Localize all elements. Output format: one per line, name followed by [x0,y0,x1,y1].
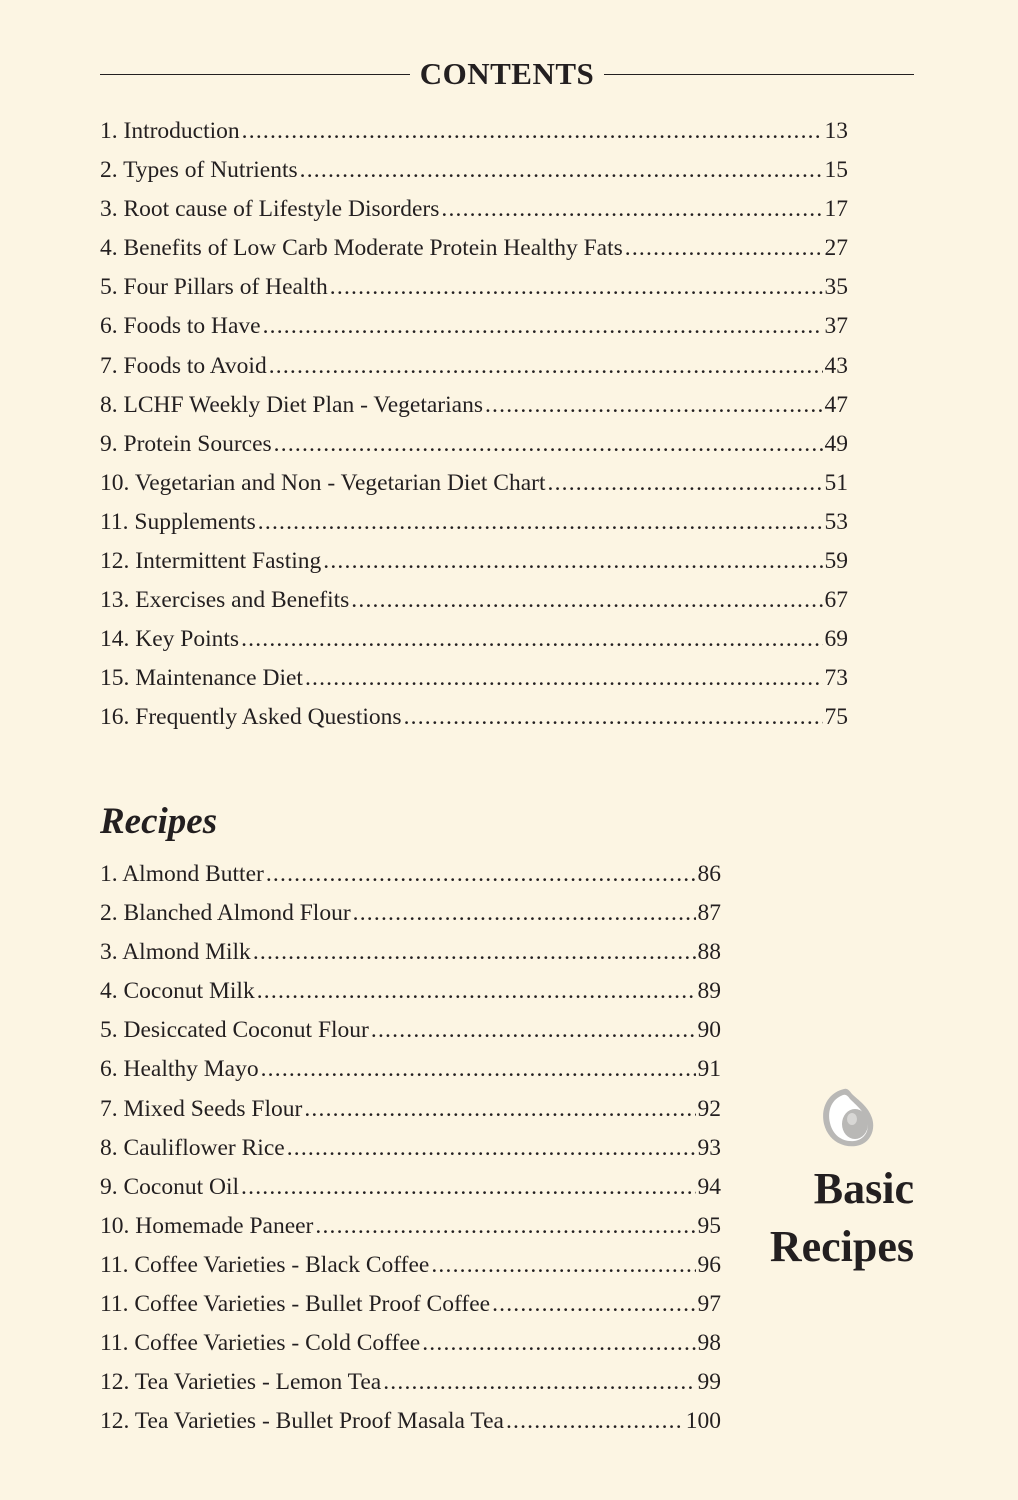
recipe-entry-page: 94 [697,1173,721,1200]
contents-entry-page: 43 [824,352,848,379]
dot-leader [266,855,696,894]
recipe-entry-page: 97 [697,1291,721,1318]
contents-entry [100,425,848,464]
contents-entry-title: 13. Exercises and Benefits [100,587,350,614]
contents-entry-page: 13 [824,118,848,144]
dot-leader [304,1090,695,1129]
recipe-entry [100,1168,721,1207]
recipe-entry-title: 9. Coconut Oil [100,1173,240,1200]
contents-entry [100,229,848,268]
contents-entry [100,581,848,620]
contents-entry [100,386,848,425]
contents-entry-page: 15 [824,157,848,184]
contents-entry-page: 73 [824,665,848,692]
recipe-entry [100,1050,721,1089]
recipe-entry-title: 12. Tea Varieties - Lemon Tea [100,1369,382,1396]
dot-leader [431,1246,695,1285]
recipe-entry-page: 99 [697,1369,721,1396]
recipe-entry-page: 98 [697,1330,721,1357]
contents-entry [100,464,848,503]
contents-entry-title: 1. Introduction [100,118,240,144]
recipe-entry [100,1011,721,1050]
contents-entry-page: 59 [824,548,848,575]
dot-leader [261,1050,696,1089]
recipe-entry-title: 11. Coffee Varieties - Cold Coffee [100,1330,421,1357]
recipe-entry [100,1363,721,1402]
contents-entry-page: 51 [824,469,848,496]
dot-leader [263,307,823,346]
recipes-heading: Recipes [100,801,218,842]
contents-entry [100,112,848,151]
contents-entry-page: 47 [824,391,848,418]
contents-entry-title: 8. LCHF Weekly Diet Plan - Vegetarians [100,391,483,418]
contents-entry-title: 14. Key Points [100,626,240,653]
recipe-entry-title: 11. Coffee Varieties - Bullet Proof Coffee [100,1291,491,1318]
dot-leader [330,268,823,307]
contents-entry-title: 5. Four Pillars of Health [100,274,328,301]
section-badge-label [770,1160,914,1276]
recipe-entry-title: 10. Homemade Paneer [100,1212,314,1239]
contents-entry-title: 6. Foods to Have [100,313,261,340]
recipe-entry-page: 91 [697,1056,721,1083]
contents-entry-title: 9. Protein Sources [100,430,272,457]
recipe-entry-title: 1. Almond Butter [100,861,264,887]
recipe-entry-title: 12. Tea Varieties - Bullet Proof Masala Tea [100,1408,504,1435]
recipe-entry-title: 6. Healthy Mayo [100,1056,259,1083]
dot-leader [422,1324,695,1363]
dot-leader [506,1402,684,1441]
contents-header [100,54,914,94]
dot-leader [351,581,822,620]
recipe-entry-title: 8. Cauliflower Rice [100,1134,285,1161]
contents-entry-title: 2. Types of Nutrients [100,157,298,184]
contents-entry-title: 16. Frequently Asked Questions [100,704,402,731]
contents-list [100,112,848,738]
contents-entry-page: 17 [824,196,848,223]
dot-leader [404,698,823,737]
recipe-entry-page: 93 [697,1134,721,1161]
contents-entry-page: 35 [824,274,848,301]
contents-entry-page: 37 [824,313,848,340]
recipe-entry [100,1129,721,1168]
contents-entry-page: 49 [824,430,848,457]
dot-leader [258,503,823,542]
contents-entry-title: 12. Intermittent Fasting [100,548,322,575]
dot-leader [323,542,822,581]
contents-entry-page: 53 [824,508,848,535]
recipes-list [100,855,721,1441]
dot-leader [241,620,822,659]
recipe-entry-title: 7. Mixed Seeds Flour [100,1095,303,1122]
recipe-entry-page: 92 [697,1095,721,1122]
dot-leader [253,933,696,972]
dot-leader [257,972,696,1011]
recipe-entry [100,972,721,1011]
dot-leader [441,190,822,229]
contents-entry-page: 67 [824,587,848,614]
contents-entry-title: 10. Vegetarian and Non - Vegetarian Diet Chart [100,469,546,496]
recipe-entry-page: 90 [697,1017,721,1044]
recipe-entry-page: 96 [697,1251,721,1278]
contents-entry-page: 75 [824,704,848,731]
recipe-entry-title: 11. Coffee Varieties - Black Coffee [100,1251,430,1278]
recipe-entry [100,855,721,894]
contents-entry-title: 4. Benefits of Low Carb Moderate Protein Healthy Fats [100,235,623,262]
dot-leader [241,1168,695,1207]
dot-leader [371,1011,696,1050]
dot-leader [315,1207,695,1246]
contents-entry [100,307,848,346]
contents-entry [100,347,848,386]
dot-leader [242,112,823,151]
recipe-entry [100,1246,721,1285]
dot-leader [548,464,823,503]
contents-entry [100,620,848,659]
dot-leader [305,659,823,698]
contents-entry [100,542,848,581]
recipe-entry-page: 87 [697,900,721,927]
dot-leader [383,1363,695,1402]
contents-entry [100,503,848,542]
recipe-entry [100,1402,721,1441]
recipe-entry-page: 100 [685,1408,721,1435]
contents-entry-title: 11. Supplements [100,508,256,535]
recipe-entry [100,1285,721,1324]
recipe-entry [100,1324,721,1363]
header-rule-left [100,74,410,75]
contents-entry-page: 69 [824,626,848,653]
recipe-entry-page: 95 [697,1212,721,1239]
contents-entry [100,190,848,229]
recipe-entry-title: 2. Blanched Almond Flour [100,900,351,927]
recipe-entry-page: 89 [697,978,721,1005]
dot-leader [300,151,823,190]
dot-leader [287,1129,696,1168]
contents-entry-page: 27 [824,235,848,262]
contents-entry-title: 15. Maintenance Diet [100,665,303,692]
contents-entry [100,659,848,698]
recipe-entry [100,1207,721,1246]
header-rule-right [604,74,914,75]
dot-leader [274,425,823,464]
contents-entry-title: 7. Foods to Avoid [100,352,267,379]
avocado-icon [818,1086,878,1150]
dot-leader [625,229,823,268]
recipe-entry [100,1090,721,1129]
dot-leader [485,386,823,425]
dot-leader [492,1285,695,1324]
recipe-entry-title: 3. Almond Milk [100,939,251,966]
contents-entry [100,268,848,307]
recipe-entry-title: 4. Coconut Milk [100,978,255,1005]
recipe-entry-title: 5. Desiccated Coconut Flour [100,1017,369,1044]
contents-entry-title: 3. Root cause of Lifestyle Disorders [100,196,440,223]
page-title: CONTENTS [419,56,595,91]
contents-entry [100,151,848,190]
contents-entry [100,698,848,737]
recipe-entry [100,894,721,933]
section-badge-line1: Basic [813,1164,914,1213]
dot-leader [353,894,696,933]
recipe-entry-page: 86 [697,861,721,887]
dot-leader [269,347,823,386]
recipe-entry-page: 88 [697,939,721,966]
recipe-entry [100,933,721,972]
section-badge-line2: Recipes [769,1222,914,1271]
section-badge [740,1084,918,1284]
